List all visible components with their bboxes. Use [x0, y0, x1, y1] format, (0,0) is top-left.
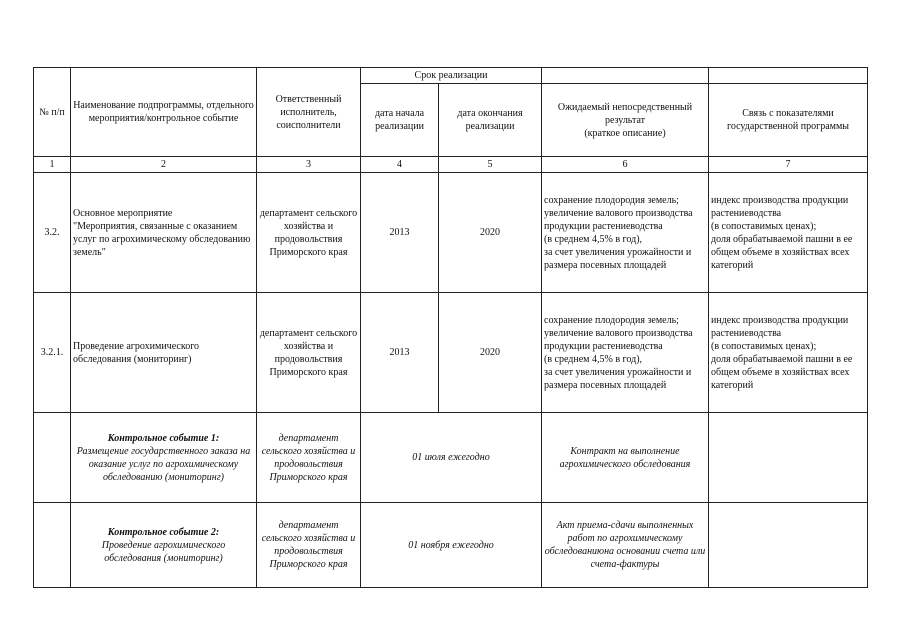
row-name	[71, 293, 257, 413]
column-number-row	[34, 157, 868, 173]
event-text: Проведение агрохимического обследования (мониторинг)	[101, 539, 226, 564]
row-start: 2013	[361, 173, 439, 293]
event-name	[71, 413, 257, 503]
row-start: 2013	[361, 293, 439, 413]
row-responsible: департамент сельского хозяйства и продовольствия Приморского края	[257, 293, 361, 413]
header-period: Срок реализации	[361, 68, 542, 84]
event-num-cell	[34, 413, 71, 503]
event-name	[71, 503, 257, 588]
row-result	[542, 173, 709, 293]
control-event-row	[34, 413, 868, 503]
event-date: 01 ноября ежегодно	[361, 503, 542, 588]
header-num: № п/п	[34, 68, 71, 157]
column-number: 5	[439, 157, 542, 173]
control-event-row	[34, 503, 868, 588]
event-title: Контрольное событие 1:	[107, 432, 220, 444]
event-result: Контракт на выполнение агрохимического обследования	[542, 413, 709, 503]
row-num: 3.2.1.	[34, 293, 71, 413]
event-link	[709, 413, 868, 503]
row-name-text: Проведение агрохимического обследования (мониторинг)	[73, 340, 200, 365]
row-result	[542, 293, 709, 413]
header-link: Связь с показателями государственной программы	[709, 84, 868, 157]
event-responsible: департамент сельского хозяйства и продовольствия Приморского края	[257, 413, 361, 503]
row-name	[71, 173, 257, 293]
header-empty-cell	[709, 68, 868, 84]
event-responsible: департамент сельского хозяйства и продовольствия Приморского края	[257, 503, 361, 588]
row-num: 3.2.	[34, 173, 71, 293]
table-row	[34, 173, 868, 293]
column-number: 4	[361, 157, 439, 173]
row-end: 2020	[439, 293, 542, 413]
header-empty-cell	[542, 68, 709, 84]
table-row	[34, 293, 868, 413]
row-result-text: сохранение плодородия земель; увеличение валового производства продукции растениеводства (в среднем 4,5% в год), за счет увеличения урожайности и размера посевных площадей	[544, 194, 693, 271]
row-result-text: сохранение плодородия земель; увеличение валового производства продукции растениеводства (в среднем 4,5% в год), за счет увеличения урожайности и размера посевных площадей	[544, 314, 693, 391]
row-name-text: Основное мероприятие "Мероприятия, связанные с оказанием услуг по агрохимическому обследованию земель"	[73, 207, 251, 258]
column-number: 1	[34, 157, 71, 173]
event-num-cell	[34, 503, 71, 588]
column-number: 2	[71, 157, 257, 173]
event-result: Акт приема-сдачи выполненных работ по агрохимическому обследованиюна основании счета или счета-фактуры	[542, 503, 709, 588]
column-number: 3	[257, 157, 361, 173]
event-date: 01 июля ежегодно	[361, 413, 542, 503]
row-link-text: индекс производства продукции растениеводства (в сопоставимых ценах); доля обрабатываемой пашни в ее общем объеме в хозяйствах всех категорий	[711, 194, 853, 271]
header-name: Наименование подпрограммы, отдельного мероприятия/контрольное событие	[71, 68, 257, 157]
header-end: дата окончания реализации	[439, 84, 542, 157]
row-responsible: департамент сельского хозяйства и продовольствия Приморского края	[257, 173, 361, 293]
row-link	[709, 293, 868, 413]
header-start: дата начала реализации	[361, 84, 439, 157]
header-result	[542, 84, 709, 157]
event-link	[709, 503, 868, 588]
row-link-text: индекс производства продукции растениеводства (в сопоставимых ценах); доля обрабатываемой пашни в ее общем объеме в хозяйствах всех категорий	[711, 314, 853, 391]
program-activities-table	[33, 67, 868, 588]
column-number: 6	[542, 157, 709, 173]
event-text: Размещение государственного заказа на оказание услуг по агрохимическому обследованию (мониторинг)	[76, 445, 251, 483]
row-end: 2020	[439, 173, 542, 293]
event-title: Контрольное событие 2:	[107, 526, 220, 538]
row-link	[709, 173, 868, 293]
header-responsible: Ответственный исполнитель, соисполнители	[257, 68, 361, 157]
column-number: 7	[709, 157, 868, 173]
header-row-top	[34, 68, 868, 84]
header-result-text: Ожидаемый непосредственный результат (краткое описание)	[557, 101, 693, 139]
